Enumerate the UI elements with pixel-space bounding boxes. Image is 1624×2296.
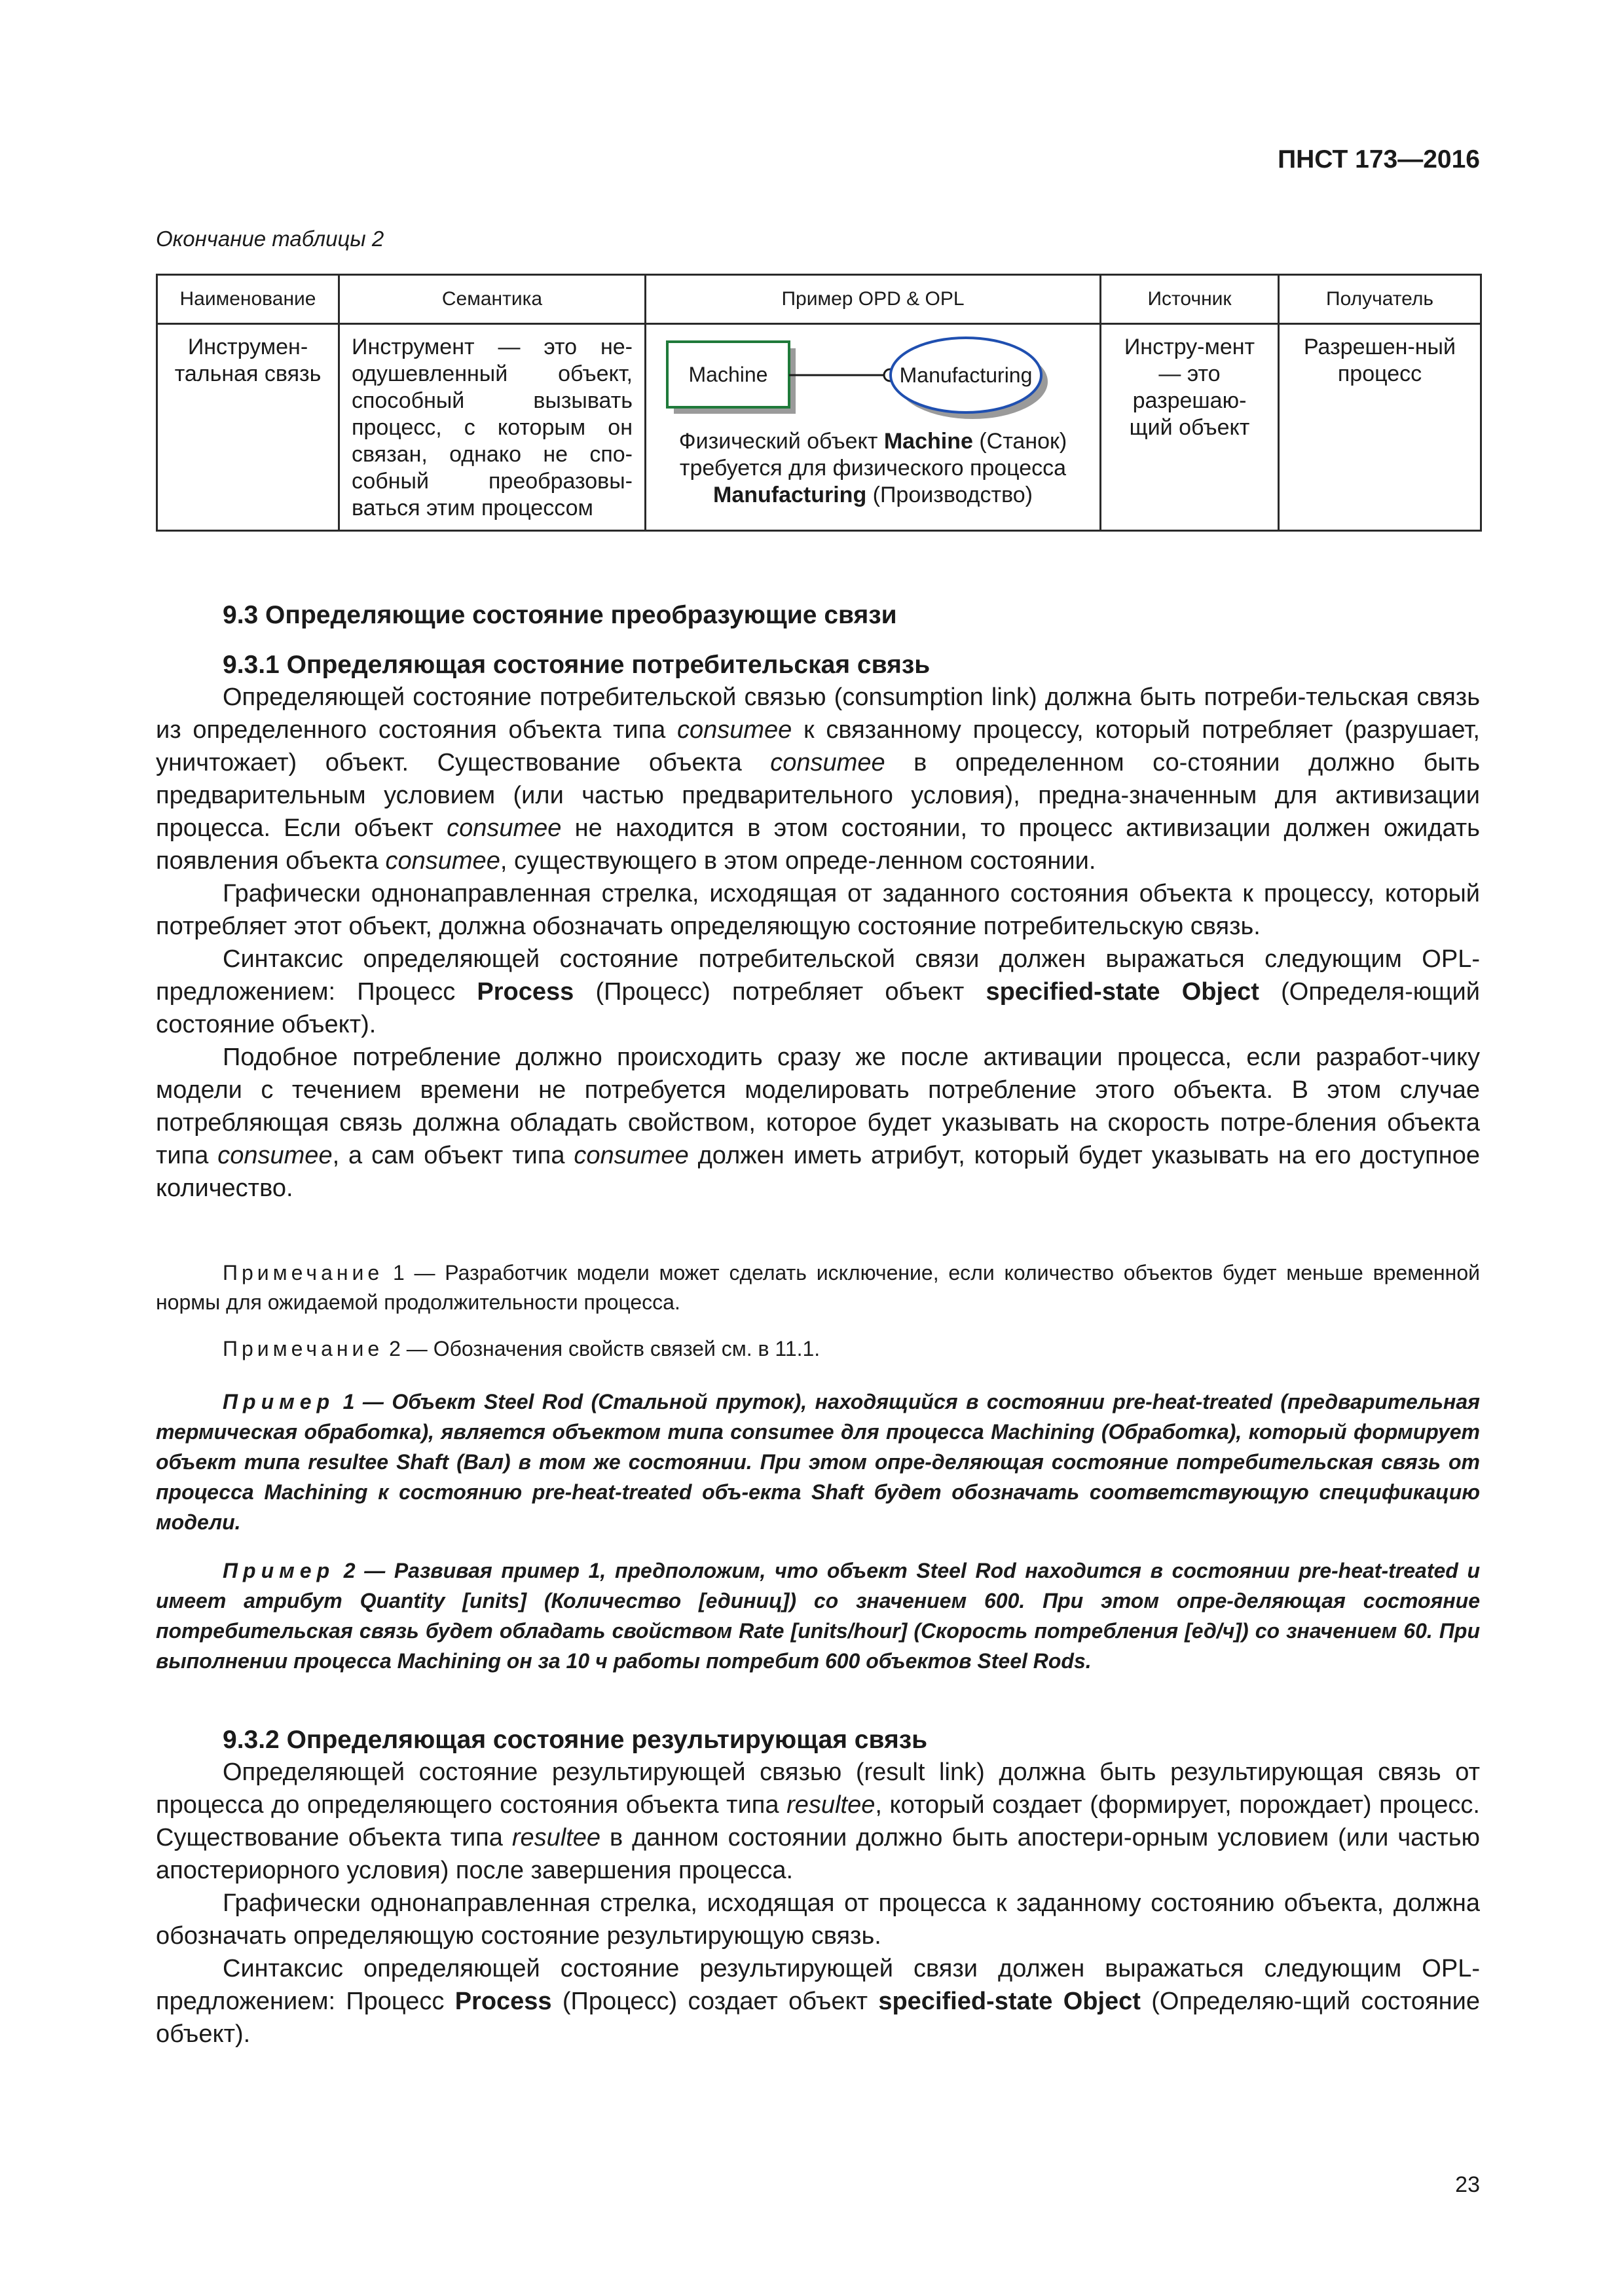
paragraph: Графически однонаправленная стрелка, исходящая от процесса к заданному состоянию объекта, должна обозначать определяющую состояние результирующую связь. — [156, 1889, 1480, 1950]
page-number: 23 — [1455, 2172, 1480, 2197]
example-text: 2 — Развивая пример 1, предположим, что объект Steel Rod находится в состоянии pre-heat-treated и имеет атрибут Quantity [units] (Количество [единиц]) со значением 600. При этом опре-деляющая состояние потребительская связь будет обладать свойством Rate [units/hour] (Скорость потребления [ед/ч]) со значением 60. При выполнении процесса Machining он за 10 ч работы потребит 600 объектов Steel Rods. — [156, 1559, 1480, 1673]
caption-bold: Manufacturing — [713, 483, 867, 507]
example-caption — [653, 428, 1093, 509]
col-header-semantics: Семантика — [339, 275, 646, 324]
note-2 — [156, 1334, 1480, 1364]
paragraph: Графически однонаправленная стрелка, исходящая от заданного состояния объекта к процессу, который потребляет этот объект, должна обозначать определяющую состояние потребительскую связь. — [156, 880, 1480, 940]
note-text: 2 — Обозначения свойств связей см. в 11.1. — [383, 1337, 821, 1360]
col-header-name: Наименование — [157, 275, 339, 324]
paragraph: Определяющей состояние потребительской связью (consumption link) должна быть потреби-тельская связь из определенного состояния объекта типа consumee к связанному процессу, который потребляет (разрушает, уничтожает) объект. Существование объекта consumee в определенном со-стоянии должно быть предварительным условием (или частью предварительного условия), предна-значенным для активизации процесса. Если объект consumee не находится в этом состоянии, то процесс активизации должен ожидать появления объекта consumee, существующего в этом опреде-ленном состоянии. — [156, 683, 1480, 875]
example-text: 1 — Объект Steel Rod (Стальной пруток), находящийся в состоянии pre-heat-treated (предварительная термическая обработка), является объектом типа consumee для процесса Machining (Обработка), который формирует объект типа resultee Shaft (Вал) в том же состоянии. При этом опре-деляющая состояние потребительская связь от процесса Machining к состоянию pre-heat-treated объ-екта Shaft будет обозначать соответствующую спецификацию модели. — [156, 1390, 1480, 1534]
section-heading-9-3: 9.3 Определяющие состояние преобразующие связи — [223, 601, 897, 629]
caption-text: (Станок) требуется для физического процесса — [679, 429, 1067, 481]
opd-diagram — [653, 331, 1093, 428]
object-machine-label: Machine — [688, 363, 768, 386]
col-header-source: Источник — [1101, 275, 1279, 324]
paragraph: Подобное потребление должно происходить сразу же после активации процесса, если разработ-чику модели с течением времени не потребуется моделировать потребление этого объекта. В этом случае потребляющая связь должна обладать свойством, которое будет указывать на скорость потре-бления объекта типа consumee, а сам объект типа consumee должен иметь атрибут, который будет указывать на его доступное количество. — [156, 1044, 1480, 1202]
caption-bold: Machine — [883, 429, 973, 454]
cell-semantics: Инструмент — это не-одушевленный объект, способный вызывать процесс, с которым он связан, однако не спо-собный преобразовы-ваться этим процессом — [339, 324, 646, 531]
caption-text: (Производство) — [866, 483, 1033, 507]
table-header-row — [157, 275, 1481, 324]
cell-source: Инстру-мент — это разрешаю-щий объект — [1101, 324, 1279, 531]
cell-target: Разрешен-ный процесс — [1279, 324, 1481, 531]
example-label: Пример — [223, 1390, 335, 1413]
paragraph: Определяющей состояние результирующей связью (result link) должна быть результирующая связь от процесса до определяющего состояния объекта типа resultee, который создает (формирует, порождает) процесс. Существование объекта типа resultee в данном состоянии должно быть апостери-орным условием (или частью апостериорного условия) после завершения процесса. — [156, 1758, 1480, 1884]
example-label: Пример — [223, 1559, 335, 1582]
process-manufacturing-label: Manufacturing — [899, 363, 1033, 387]
links-table — [156, 274, 1482, 532]
table-caption: Окончание таблицы 2 — [156, 227, 384, 251]
example-2 — [156, 1556, 1480, 1676]
section-heading-9-3-1: 9.3.1 Определяющая состояние потребительская связь — [223, 651, 931, 679]
paragraph: Синтаксис определяющей состояние результирующей связи должен выражаться следующим OPL-предложением: Процесс Process (Процесс) создает объект specified-state Object (Определяю-щий состояние объект). — [156, 1955, 1480, 2048]
caption-text: Физический объект — [678, 429, 884, 454]
note-1 — [156, 1258, 1480, 1317]
example-1 — [156, 1387, 1480, 1537]
document-id: ПНСТ 173—2016 — [1278, 145, 1480, 173]
opd-svg — [653, 331, 1095, 428]
col-header-target: Получатель — [1279, 275, 1481, 324]
section-heading-9-3-2: 9.3.2 Определяющая состояние результирующая связь — [223, 1726, 928, 1754]
note-label: Примечание — [223, 1337, 384, 1360]
note-label: Примечание — [223, 1261, 384, 1285]
section-body-9-3-1 — [156, 681, 1480, 1205]
cell-example — [646, 324, 1101, 531]
paragraph: Синтаксис определяющей состояние потребительской связи должен выражаться следующим OPL-предложением: Процесс Process (Процесс) потребляет объект specified-state Object (Определя-ющий состояние объект). — [156, 945, 1480, 1038]
col-header-example: Пример OPD & OPL — [646, 275, 1101, 324]
note-text: 1 — Разработчик модели может сделать исключение, если количество объектов будет меньше временной нормы для ожидаемой продолжительности процесса. — [156, 1261, 1480, 1314]
table-row — [157, 324, 1481, 531]
cell-name: Инструмен-тальная связь — [157, 324, 339, 531]
section-body-9-3-2 — [156, 1756, 1480, 2050]
